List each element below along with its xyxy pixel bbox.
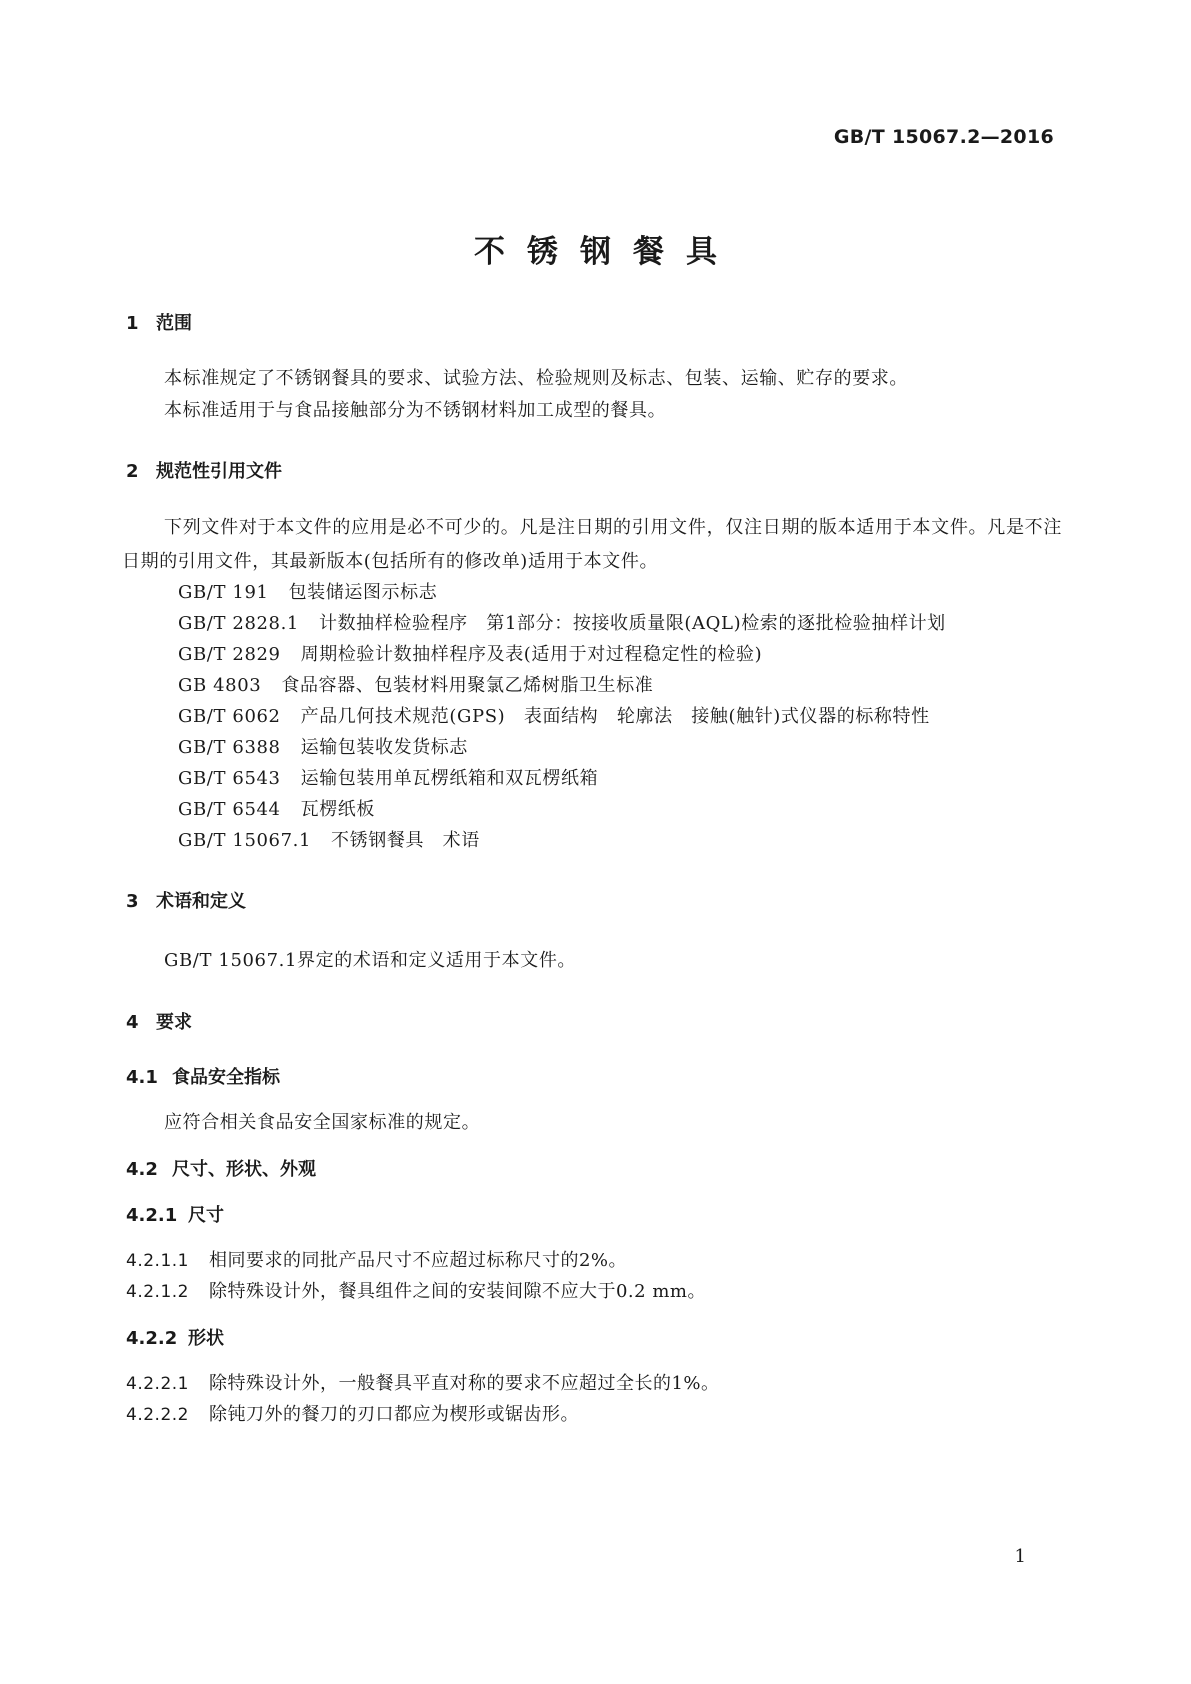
section-number: 4 (126, 1012, 139, 1033)
clause-number: 4.2.2.1 (126, 1374, 189, 1394)
section-3-paragraph: GB/T 15067.1界定的术语和定义适用于本文件。 (164, 950, 577, 971)
clause-text: 除特殊设计外，餐具组件之间的安装间隙不应大于0.2 mm。 (208, 1281, 706, 1302)
reference-title: 运输包装用单瓦楞纸箱和双瓦楞纸箱 (300, 768, 599, 789)
normative-reference (178, 764, 598, 790)
reference-code: GB/T 6543 (178, 768, 281, 789)
section-4-2-1-heading (126, 1201, 224, 1227)
section-number: 4.1 (126, 1067, 158, 1088)
standard-number: GB/T 15067.2—2016 (833, 126, 1054, 148)
section-title: 食品安全指标 (172, 1067, 280, 1088)
section-2-intro: 下列文件对于本文件的应用是必不可少的。凡是注日期的引用文件，仅注日期的版本适用于本文件。凡是不注日期的引用文件，其最新版本(包括所有的修改单)适用于本文件。 (122, 517, 1062, 572)
clause-4-2-1-1 (126, 1246, 627, 1272)
clause-number: 4.2.1.1 (126, 1251, 189, 1271)
clause-number: 4.2.1.2 (126, 1282, 189, 1302)
clause-text: 除特殊设计外，一般餐具平直对称的要求不应超过全长的1%。 (208, 1373, 720, 1394)
section-1-heading (126, 309, 192, 335)
reference-code: GB 4803 (178, 675, 262, 696)
section-1-paragraph-2: 本标准适用于与食品接触部分为不锈钢材料加工成型的餐具。 (164, 400, 667, 421)
reference-title: 产品几何技术规范(GPS) 表面结构 轮廓法 接触(触针)式仪器的标称特性 (300, 706, 930, 727)
section-2-heading (126, 457, 282, 483)
section-number: 4.2.1 (126, 1205, 178, 1226)
reference-title: 不锈钢餐具 术语 (331, 830, 480, 851)
section-number: 2 (126, 461, 139, 482)
section-title: 范围 (156, 313, 192, 334)
reference-title: 包装储运图示标志 (288, 582, 438, 603)
section-3-heading (126, 887, 246, 913)
clause-number: 4.2.2.2 (126, 1405, 189, 1425)
page-number: 1 (1014, 1546, 1026, 1567)
reference-code: GB/T 2829 (178, 644, 281, 665)
reference-code: GB/T 6388 (178, 737, 281, 758)
reference-title: 计数抽样检验程序 第1部分：按接收质量限(AQL)检索的逐批检验抽样计划 (318, 613, 946, 634)
section-1-paragraph-1: 本标准规定了不锈钢餐具的要求、试验方法、检验规则及标志、包装、运输、贮存的要求。 (164, 368, 908, 389)
section-4-1-heading (126, 1063, 280, 1089)
section-number: 3 (126, 891, 139, 912)
reference-code: GB/T 191 (178, 582, 269, 603)
section-4-1-paragraph: 应符合相关食品安全国家标准的规定。 (164, 1112, 481, 1133)
normative-reference (178, 733, 468, 759)
reference-code: GB/T 6062 (178, 706, 281, 727)
section-title: 尺寸、形状、外观 (172, 1159, 316, 1180)
reference-code: GB/T 6544 (178, 799, 281, 820)
normative-reference (178, 795, 375, 821)
document-title: 不锈钢餐具 (474, 234, 739, 270)
reference-title: 运输包装收发货标志 (300, 737, 469, 758)
clause-text: 相同要求的同批产品尺寸不应超过标称尺寸的2%。 (208, 1250, 628, 1271)
normative-reference (178, 640, 762, 666)
normative-reference (178, 826, 480, 852)
section-number: 1 (126, 313, 139, 334)
section-title: 要求 (156, 1012, 192, 1033)
clause-4-2-2-1 (126, 1369, 720, 1395)
section-4-heading (126, 1008, 192, 1034)
section-number: 4.2 (126, 1159, 158, 1180)
normative-reference (178, 702, 930, 728)
section-4-2-2-heading (126, 1324, 224, 1350)
clause-4-2-2-2 (126, 1400, 579, 1426)
section-4-2-heading (126, 1155, 316, 1181)
reference-title: 周期检验计数抽样程序及表(适用于对过程稳定性的检验) (300, 644, 763, 665)
section-title: 尺寸 (188, 1205, 224, 1226)
section-title: 规范性引用文件 (156, 461, 282, 482)
reference-code: GB/T 15067.1 (178, 830, 312, 851)
section-title: 形状 (188, 1328, 224, 1349)
reference-title: 食品容器、包装材料用聚氯乙烯树脂卫生标准 (281, 675, 654, 696)
normative-reference (178, 609, 946, 635)
normative-reference (178, 578, 437, 604)
reference-title: 瓦楞纸板 (300, 799, 376, 820)
normative-reference (178, 671, 653, 697)
reference-code: GB/T 2828.1 (178, 613, 299, 634)
clause-4-2-1-2 (126, 1277, 706, 1303)
clause-text: 除钝刀外的餐刀的刃口都应为楔形或锯齿形。 (208, 1404, 579, 1425)
section-number: 4.2.2 (126, 1328, 178, 1349)
section-title: 术语和定义 (156, 891, 246, 912)
